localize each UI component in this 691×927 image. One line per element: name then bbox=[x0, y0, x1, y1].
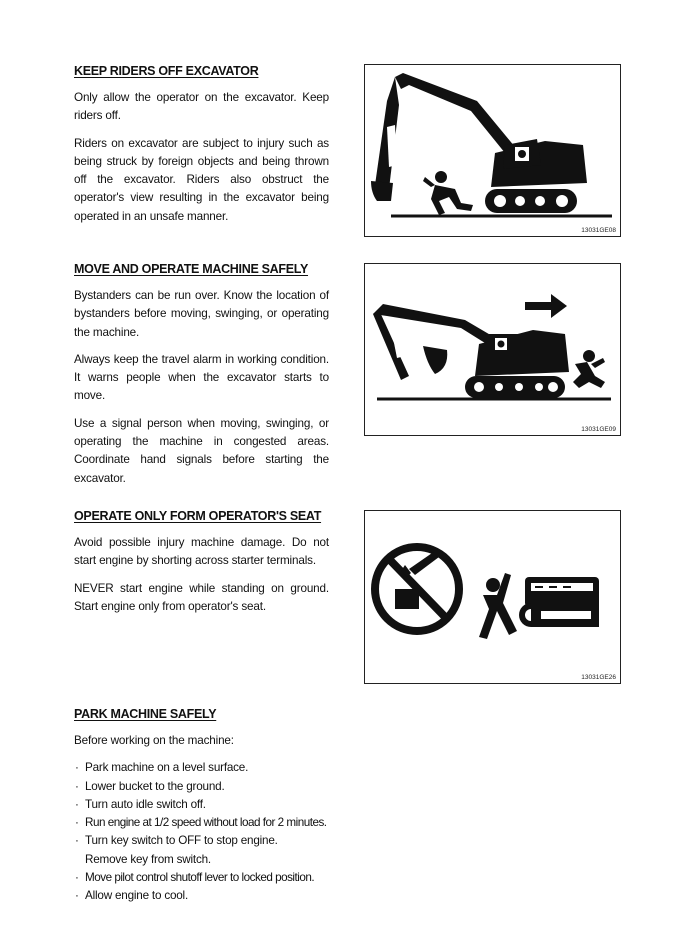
paragraph: Avoid possible injury machine damage. Do not start engine by shorting across starter terminals. bbox=[74, 536, 329, 568]
figure-starter-warning-illustration bbox=[364, 510, 621, 684]
section-operate-from-seat bbox=[74, 509, 329, 625]
figure-bystander-illustration bbox=[364, 263, 621, 436]
list-item: · Lower bucket to the ground. bbox=[74, 778, 364, 796]
figure-code: 13031GE08 bbox=[581, 227, 616, 234]
paragraph-intro: Before working on the machine: bbox=[74, 734, 234, 747]
figure-code: 13031GE26 bbox=[581, 674, 616, 681]
section-keep-riders-off bbox=[74, 64, 329, 235]
no-shorting-starter-icon bbox=[365, 511, 620, 683]
paragraph: Only allow the operator on the excavator. Keep riders off. bbox=[74, 91, 329, 123]
paragraph: Always keep the travel alarm in working condition. It warns people when the excavator starts to move. bbox=[74, 352, 329, 403]
list-item: · Park machine on a level surface. bbox=[74, 759, 364, 777]
section-move-operate-safely bbox=[74, 262, 329, 497]
list-item: · Move pilot control shutoff lever to locked position. bbox=[74, 869, 364, 887]
figure-code: 13031GE09 bbox=[581, 426, 616, 433]
list-item: · Turn auto idle switch off. bbox=[74, 796, 364, 814]
figure-riders-illustration bbox=[364, 64, 621, 237]
section-title: MOVE AND OPERATE MACHINE SAFELY bbox=[74, 262, 309, 276]
paragraph: Riders on excavator are subject to injury such as being struck by foreign objects and being thrown off the excavator. Riders also obstruct the operator's view resulting in the excavator being operated in an unsafe manner. bbox=[74, 136, 329, 223]
section-title: KEEP RIDERS OFF EXCAVATOR bbox=[74, 64, 259, 78]
paragraph: Use a signal person when moving, swinging, or operating the machine in congested areas. Coordinate hand signals before starting the excavator. bbox=[74, 416, 329, 485]
list-item: · Allow engine to cool. bbox=[74, 887, 364, 905]
section-park-machine-safely bbox=[74, 707, 364, 906]
list-item: · Run engine at 1/2 speed without load for 2 minutes. bbox=[74, 814, 364, 832]
list-item: · Turn key switch to OFF to stop engine. Remove key from switch. bbox=[74, 832, 364, 869]
section-title: OPERATE ONLY FORM OPERATOR'S SEAT bbox=[74, 509, 322, 523]
excavator-rider-icon bbox=[365, 65, 620, 236]
paragraph: Bystanders can be run over. Know the location of bystanders before moving, swinging, or operating the machine. bbox=[74, 289, 329, 339]
section-title: PARK MACHINE SAFELY bbox=[74, 707, 217, 721]
paragraph: NEVER start engine while standing on ground. Start engine only from operator's seat. bbox=[74, 581, 329, 613]
bullet-list bbox=[74, 759, 364, 905]
excavator-runover-icon bbox=[365, 264, 620, 435]
